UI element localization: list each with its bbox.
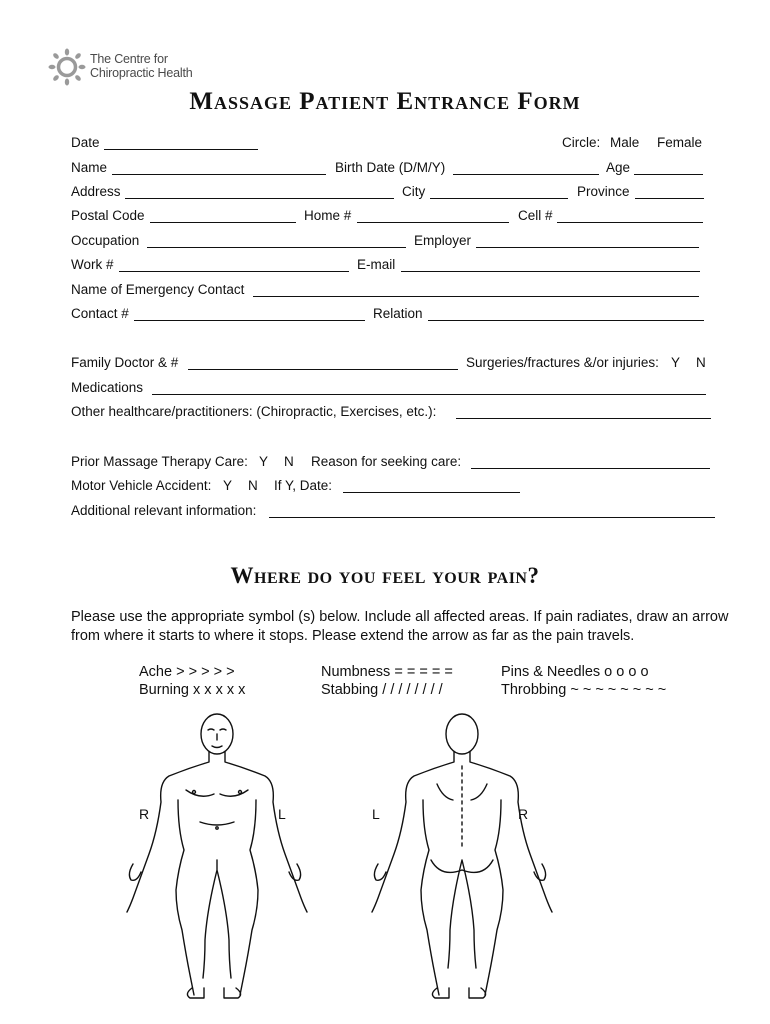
male-option[interactable]: Male xyxy=(610,135,640,150)
date-label: Date xyxy=(71,135,100,150)
family-doctor-field[interactable] xyxy=(188,369,458,370)
employer-label: Employer xyxy=(414,233,472,248)
medications-label: Medications xyxy=(71,380,144,395)
contact-number-field[interactable] xyxy=(134,320,365,321)
cell-phone-field[interactable] xyxy=(557,222,703,223)
circle-label: Circle: xyxy=(562,135,601,150)
prior-massage-yes-option[interactable]: Y xyxy=(259,454,269,469)
emergency-contact-label: Name of Emergency Contact xyxy=(71,282,245,297)
prior-massage-no-option[interactable]: N xyxy=(284,454,294,469)
family-doctor-label: Family Doctor & # xyxy=(71,355,179,370)
contact-number-label: Contact # xyxy=(71,306,129,321)
postal-code-field[interactable] xyxy=(150,222,296,223)
ache-symbol: Ache > > > > > xyxy=(139,664,235,680)
date-field[interactable] xyxy=(104,149,258,150)
province-label: Province xyxy=(577,184,630,199)
motor-vehicle-label: Motor Vehicle Accident: xyxy=(71,478,212,493)
additional-info-label: Additional relevant information: xyxy=(71,503,257,518)
accident-date-field[interactable] xyxy=(343,492,520,493)
age-label: Age xyxy=(606,160,631,175)
surgeries-label: Surgeries/fractures &/or injuries: xyxy=(466,355,659,370)
sun-logo-icon xyxy=(48,48,86,86)
motor-vehicle-yes-option[interactable]: Y xyxy=(223,478,233,493)
province-field[interactable] xyxy=(635,198,704,199)
body-front-diagram[interactable] xyxy=(120,710,310,1000)
work-phone-label: Work # xyxy=(71,257,114,272)
address-field[interactable] xyxy=(125,198,394,199)
burning-symbol: Burning x x x x x xyxy=(139,682,246,698)
additional-info-field[interactable] xyxy=(269,517,715,518)
numbness-symbol: Numbness = = = = = xyxy=(321,664,453,680)
relation-field[interactable] xyxy=(428,320,704,321)
front-left-label: L xyxy=(278,806,286,822)
city-field[interactable] xyxy=(430,198,568,199)
birth-date-label: Birth Date (D/M/Y) xyxy=(335,160,446,175)
address-label: Address xyxy=(71,184,121,199)
prior-massage-label: Prior Massage Therapy Care: xyxy=(71,454,248,469)
org-name-line1: The Centre for xyxy=(90,52,168,66)
other-healthcare-field[interactable] xyxy=(456,418,711,419)
motor-vehicle-no-option[interactable]: N xyxy=(248,478,258,493)
pain-section-heading: Where do you feel your pain? xyxy=(230,563,540,588)
occupation-label: Occupation xyxy=(71,233,140,248)
other-healthcare-label: Other healthcare/practitioners: (Chiropractic, Exercises, etc.): xyxy=(71,404,437,419)
email-label: E-mail xyxy=(357,257,396,272)
city-label: City xyxy=(402,184,426,199)
birth-date-field[interactable] xyxy=(453,174,599,175)
occupation-field[interactable] xyxy=(147,247,406,248)
accident-date-label: If Y, Date: xyxy=(274,478,333,493)
email-field[interactable] xyxy=(401,271,700,272)
pins-needles-symbol: Pins & Needles o o o o xyxy=(501,664,649,680)
front-right-label: R xyxy=(139,806,150,822)
age-field[interactable] xyxy=(634,174,703,175)
employer-field[interactable] xyxy=(476,247,699,248)
home-phone-label: Home # xyxy=(304,208,352,223)
org-name-line2: Chiropractic Health xyxy=(90,66,193,80)
emergency-contact-field[interactable] xyxy=(253,296,699,297)
work-phone-field[interactable] xyxy=(119,271,349,272)
medications-field[interactable] xyxy=(152,394,706,395)
throbbing-symbol: Throbbing ~ ~ ~ ~ ~ ~ ~ ~ xyxy=(501,682,667,698)
form-title: Massage Patient Entrance Form xyxy=(189,88,581,115)
back-right-label: R xyxy=(518,806,529,822)
pain-instructions: Please use the appropriate symbol (s) below. Include all affected areas. If pain radiates, draw an arrow from where it starts to where it stops. Please extend the arrow as far as the pain travels. xyxy=(71,609,729,644)
surgeries-yes-option[interactable]: Y xyxy=(671,355,681,370)
org-name xyxy=(90,52,193,80)
surgeries-no-option[interactable]: N xyxy=(696,355,706,370)
postal-code-label: Postal Code xyxy=(71,208,145,223)
back-left-label: L xyxy=(372,806,380,822)
female-option[interactable]: Female xyxy=(657,135,703,150)
stabbing-symbol: Stabbing / / / / / / / / xyxy=(321,682,443,698)
name-field[interactable] xyxy=(112,174,326,175)
reason-field[interactable] xyxy=(471,468,710,469)
reason-label: Reason for seeking care: xyxy=(311,454,462,469)
body-back-diagram[interactable] xyxy=(365,710,555,1000)
home-phone-field[interactable] xyxy=(357,222,509,223)
relation-label: Relation xyxy=(373,306,423,321)
name-label: Name xyxy=(71,160,108,175)
cell-phone-label: Cell # xyxy=(518,208,553,223)
